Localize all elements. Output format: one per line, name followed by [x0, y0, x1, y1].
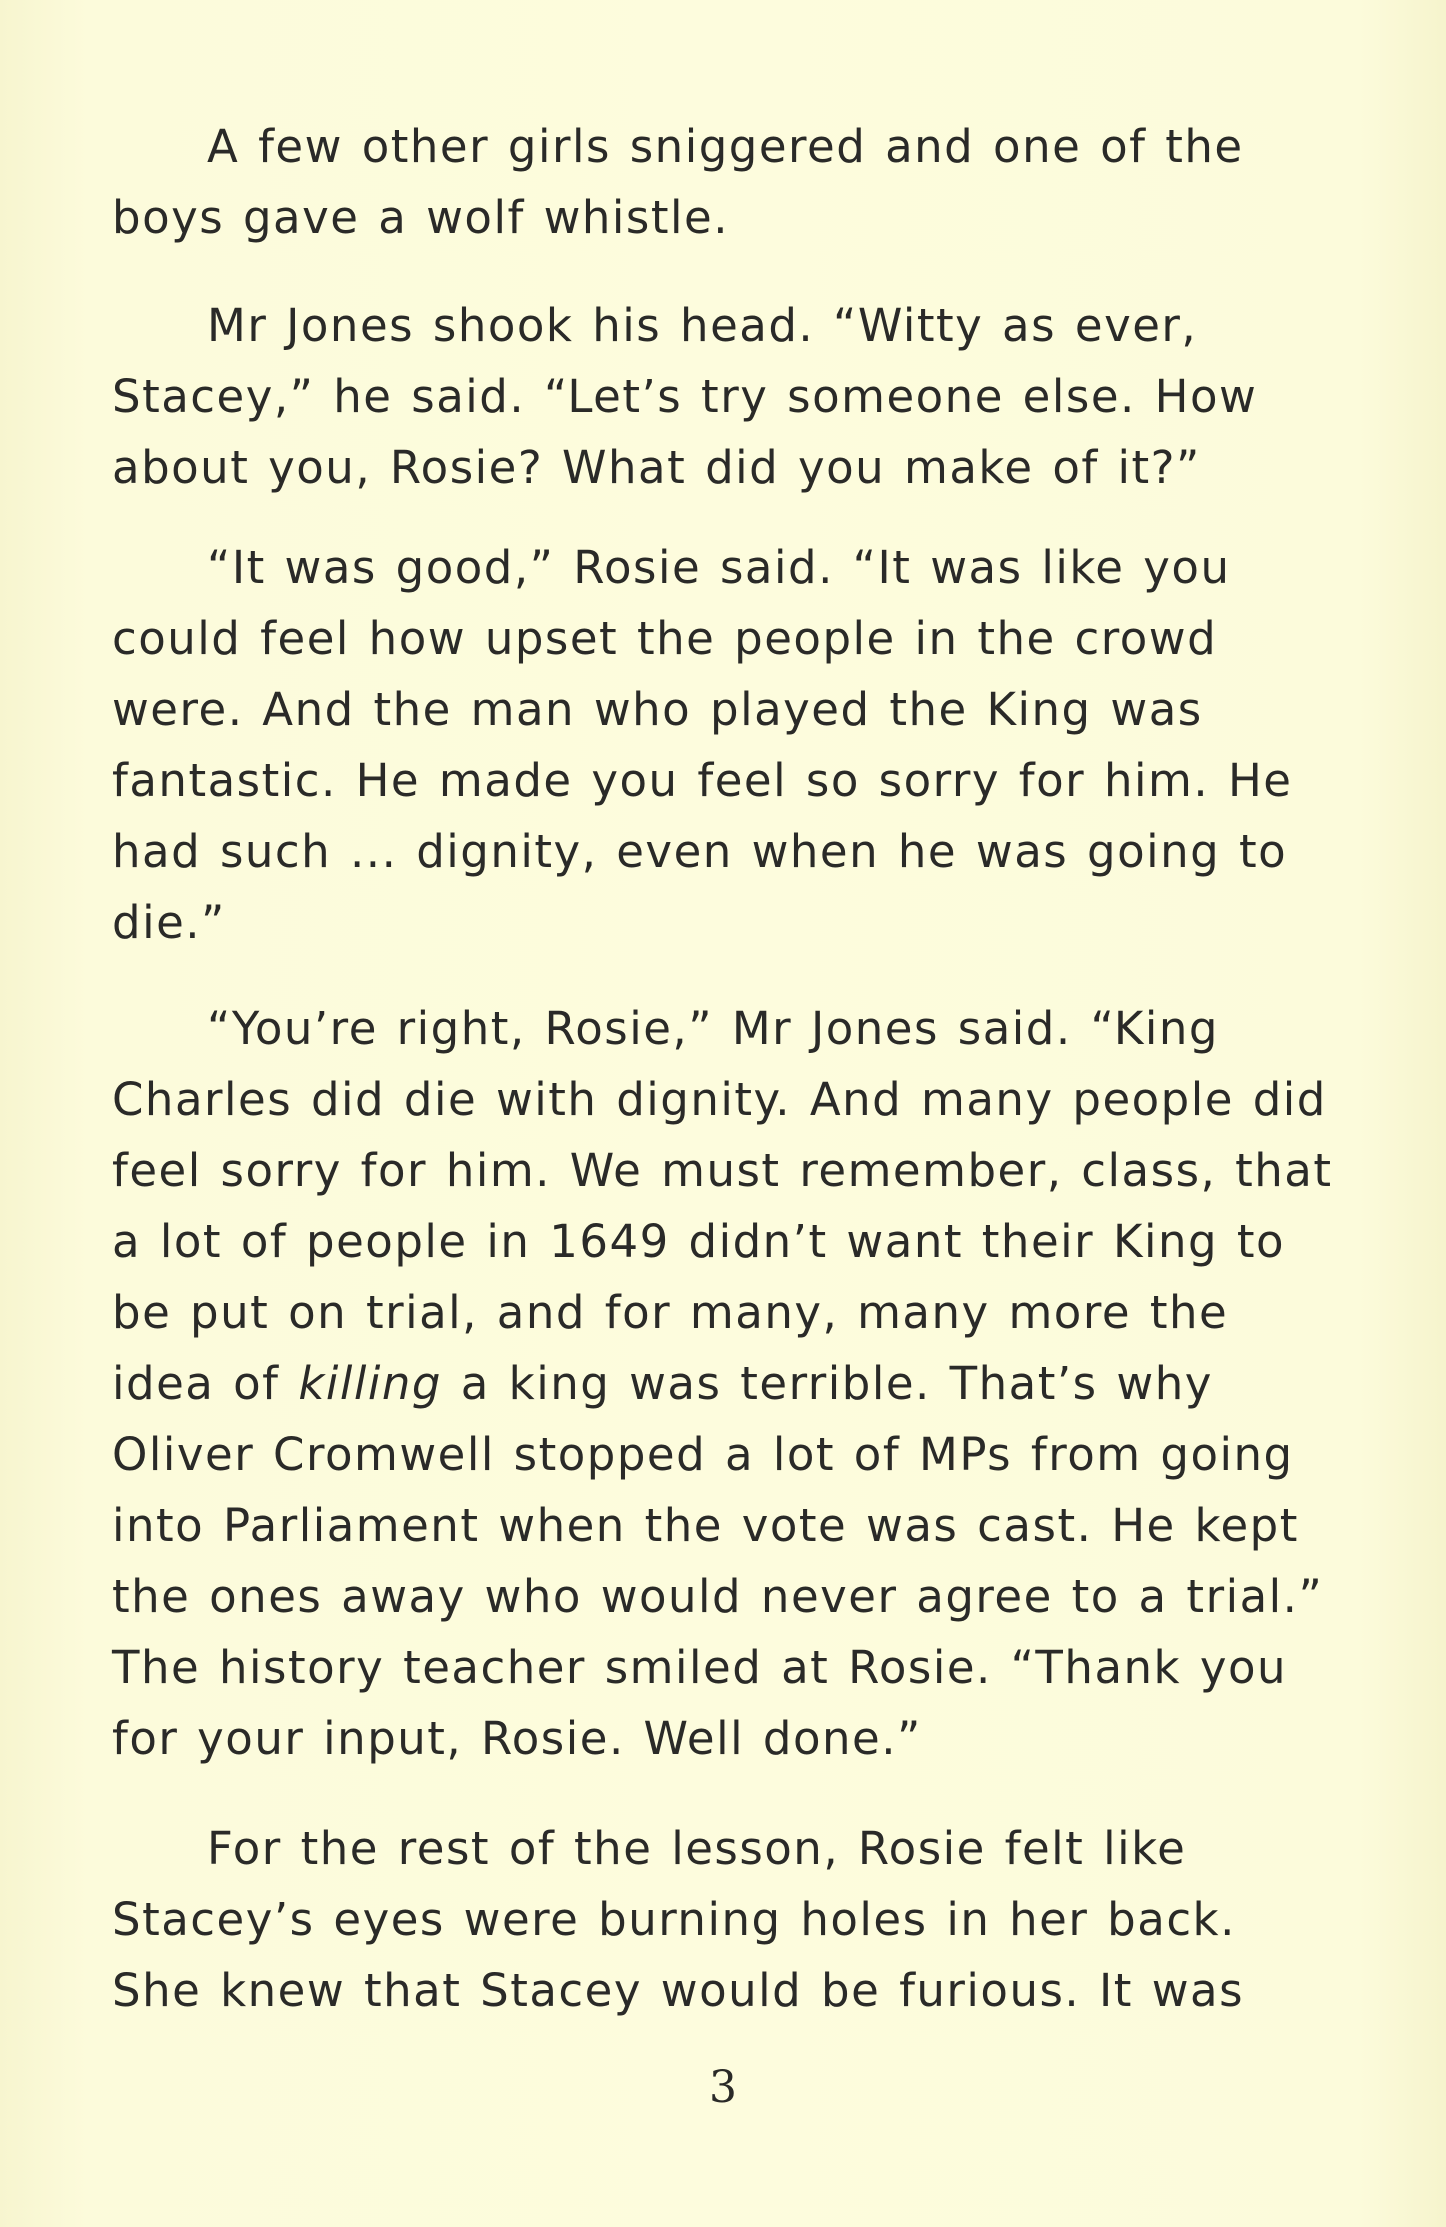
page-number: 3: [709, 2062, 737, 2113]
paragraph-3-text: “It was good,” Rosie said. “It was like you could feel how upset the people in the crowd were. And the man who played the King was fantastic. He made you feel so sorry for him. He had such ... dignity, even when he was going to die.”: [112, 541, 1293, 949]
paragraph-5: [112, 1813, 1342, 2026]
paragraph-5-text: For the rest of the lesson, Rosie felt like Stacey’s eyes were burning holes in her back. She knew that Stacey would be furious. It was: [112, 1822, 1245, 2017]
paragraph-4: [112, 993, 1342, 1774]
paragraph-3: [112, 532, 1342, 958]
paragraph-2-text: Mr Jones shook his head. “Witty as ever, Stacey,” he said. “Let’s try someone else. How about you, Rosie? What did you make of it?”: [112, 299, 1258, 494]
paragraph-4-text-start: “You’re right, Rosie,” Mr Jones said. “King Charles did die with dignity. And many people did feel sorry for him. We must remember, class, that a lot of people in 1649 didn’t want their King to be put on trial, and for many, many more the idea of: [112, 1002, 1333, 1410]
paragraph-2: [112, 290, 1342, 503]
paragraph-1-text: A few other girls sniggered and one of the boys gave a wolf whistle.: [112, 120, 1244, 244]
paragraph-4-italic-word: killing: [298, 1357, 442, 1410]
paragraph-1: [112, 111, 1342, 253]
paragraph-4-text-end: a king was terrible. That’s why Oliver Cromwell stopped a lot of MPs from going into Parliament when the vote was cast. He kept the ones away who would never agree to a trial.” The history teacher smiled at Rosie. “Thank you for your input, Rosie. Well done.”: [112, 1357, 1324, 1765]
